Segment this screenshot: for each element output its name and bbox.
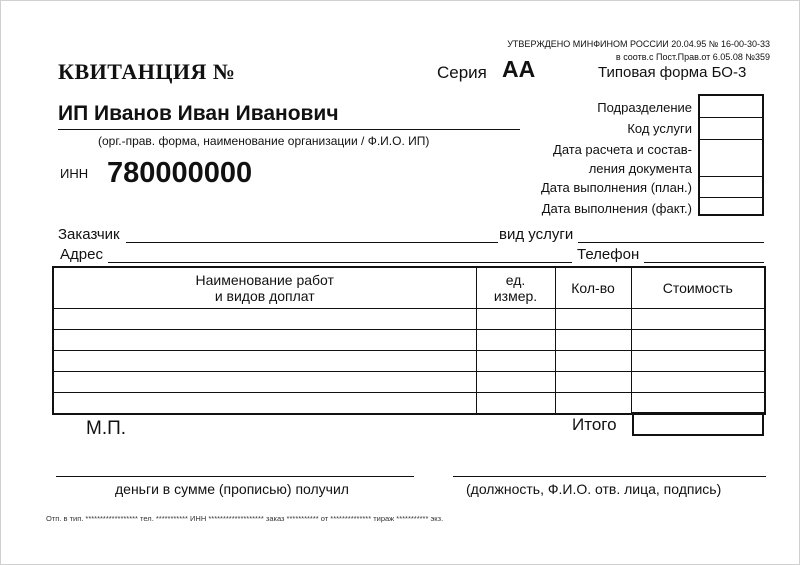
total-label: Итого — [572, 415, 617, 434]
column-header-unit-text: ед. измер. — [493, 272, 538, 304]
phone-label: Телефон — [577, 246, 640, 263]
approval-line-2: в соотв.с Пост.Прав.от 6.05.08 №359 — [615, 52, 770, 62]
form-type: Типовая форма БО-3 — [598, 64, 747, 81]
money-received-line[interactable] — [56, 476, 414, 477]
service-type-field[interactable] — [578, 242, 764, 243]
table-cell[interactable] — [555, 393, 631, 415]
inn-value: 780000000 — [107, 157, 253, 189]
code-cell-service-code[interactable] — [700, 118, 762, 140]
code-cell-actual-date[interactable] — [700, 198, 762, 214]
table-cell[interactable] — [631, 351, 765, 372]
table-row — [53, 393, 765, 415]
address-field[interactable] — [108, 262, 572, 263]
series-label: Серия — [437, 63, 487, 82]
stamp-label: М.П. — [86, 418, 127, 439]
code-cell-calc-date[interactable] — [700, 140, 762, 177]
responsible-signature-caption: (должность, Ф.И.О. отв. лица, подпись) — [466, 481, 722, 497]
code-cell-planned-date[interactable] — [700, 177, 762, 198]
total-field[interactable] — [632, 412, 764, 436]
code-label-subdivision: Подразделение — [597, 100, 692, 115]
table-cell[interactable] — [476, 330, 555, 351]
table-cell[interactable] — [53, 309, 476, 330]
organization-caption: (орг.-прав. форма, наименование организации / Ф.И.О. ИП) — [98, 134, 430, 148]
table-cell[interactable] — [53, 372, 476, 393]
works-table — [52, 266, 766, 415]
table-cell[interactable] — [476, 351, 555, 372]
column-header-quantity — [555, 267, 631, 309]
code-label-calc-date-1: Дата расчета и состав- — [553, 142, 692, 157]
column-header-cost-text: Стоимость — [662, 280, 733, 296]
table-row — [53, 330, 765, 351]
table-cell[interactable] — [476, 309, 555, 330]
code-label-calc-date-2: ления документа — [588, 161, 692, 176]
table-row — [53, 372, 765, 393]
column-header-unit — [476, 267, 555, 309]
table-cell[interactable] — [631, 330, 765, 351]
address-label: Адрес — [60, 246, 103, 263]
table-cell[interactable] — [53, 393, 476, 415]
column-header-works-text: Наименование работ и видов доплат — [195, 272, 334, 304]
code-label-actual-date: Дата выполнения (факт.) — [541, 201, 692, 216]
service-type-label: вид услуги — [499, 226, 574, 243]
responsible-signature-line[interactable] — [453, 476, 766, 477]
table-cell[interactable] — [555, 372, 631, 393]
table-cell[interactable] — [476, 393, 555, 415]
table-cell[interactable] — [555, 351, 631, 372]
table-cell[interactable] — [53, 330, 476, 351]
organization-underline — [58, 129, 520, 130]
table-cell[interactable] — [631, 372, 765, 393]
table-cell[interactable] — [631, 393, 765, 415]
code-cell-subdivision[interactable] — [700, 96, 762, 118]
table-row — [53, 351, 765, 372]
money-received-caption: деньги в сумме (прописью) получил — [115, 481, 349, 497]
column-header-quantity-text: Кол-во — [571, 280, 615, 296]
codes-box — [698, 94, 764, 216]
code-label-planned-date: Дата выполнения (план.) — [540, 180, 692, 195]
print-footer: Отп. в тип. ****************** тел. *********** ИНН ******************* заказ *********** от ************** тираж *********** экз. — [46, 514, 444, 523]
column-header-cost — [631, 267, 765, 309]
table-header-row — [53, 267, 765, 309]
organization-name: ИП Иванов Иван Иванович — [58, 102, 339, 125]
customer-label: Заказчик — [58, 226, 120, 243]
table-cell[interactable] — [631, 309, 765, 330]
customer-field[interactable] — [126, 242, 498, 243]
table-cell[interactable] — [555, 309, 631, 330]
series-value: АА — [502, 56, 536, 82]
table-row — [53, 309, 765, 330]
phone-field[interactable] — [644, 262, 764, 263]
column-header-works — [53, 267, 476, 309]
approval-line-1: УТВЕРЖДЕНО МИНФИНОМ РОССИИ 20.04.95 № 16-00-30-33 — [507, 39, 770, 49]
table-cell[interactable] — [555, 330, 631, 351]
table-cell[interactable] — [53, 351, 476, 372]
inn-label: ИНН — [60, 166, 89, 181]
document-title: КВИТАНЦИЯ № — [58, 59, 236, 84]
code-label-service-code: Код услуги — [627, 121, 692, 136]
table-cell[interactable] — [476, 372, 555, 393]
